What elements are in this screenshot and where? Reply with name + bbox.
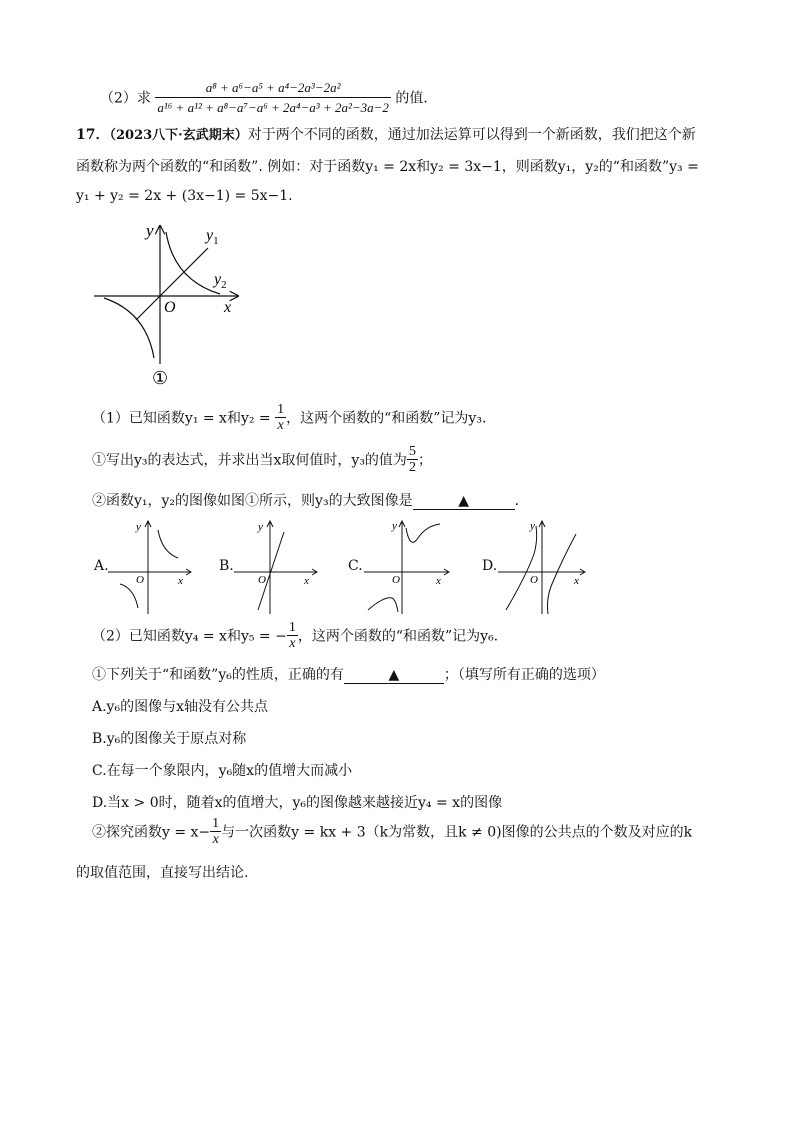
option-a-letter: A. [94, 558, 109, 574]
svg-text:y: y [136, 521, 141, 533]
answer-blank-2[interactable] [344, 667, 444, 684]
sub2-q2-fraction [210, 816, 221, 847]
sub1-q1-num: 5 [408, 444, 416, 459]
option-c-curve-lower [368, 598, 398, 612]
svg-text:O: O [136, 574, 144, 586]
sub2-intro-b: ，这两个函数的“和函数”记为y₆. [297, 628, 499, 645]
svg-text:O: O [392, 574, 400, 586]
option-c-curve-upper [406, 524, 440, 542]
option-d-graph [496, 518, 592, 616]
option-a-curve-lower [120, 584, 138, 608]
svg-text:O: O [258, 574, 266, 586]
fig1-curve2-label: $y_2$ [214, 271, 227, 291]
sub1-q2-end: . [514, 493, 520, 509]
sub2-option-c: C.在每一个象限内，y₆随x的值增大而减小 [92, 763, 353, 779]
sub1-frac-den: x [277, 418, 284, 433]
fig1-origin: O [164, 299, 176, 316]
sub2-q1-end: ；（填写所有正确的选项） [443, 667, 605, 683]
q17-line2: 函数称为两个函数的“和函数”. 例如：对于函数y₁ = 2x和y₂ = 3x−1，则函数y₁，y₂的“和函数”y₃ = [76, 159, 699, 175]
sub1-q1 [92, 444, 432, 480]
svg-text:x: x [574, 575, 579, 587]
fig1-caption: ① [152, 368, 169, 388]
sub2-q2 [92, 816, 692, 852]
sub1-fraction [275, 402, 286, 433]
sub2-frac-num: 1 [288, 620, 296, 635]
blank-triangle-mark: ▲ [388, 667, 400, 683]
sub1-q1-fraction [407, 444, 418, 475]
sub1-q1-b: ； [417, 452, 432, 469]
svg-text:x: x [436, 575, 441, 587]
fig1-curve1-label: $y_1$ [206, 227, 219, 247]
option-d-curve-left [506, 526, 537, 610]
sub1-intro-a: （1）已知函数y₁ = x和y₂ = [92, 410, 276, 427]
sub2-fraction [287, 620, 298, 651]
sub2-q2-a: ②探究函数y = x− [92, 824, 211, 841]
sub1-q1-a: ①写出y₃的表达式，并求出当x取何值时，y₃的值为 [92, 452, 407, 469]
svg-text:y: y [258, 521, 263, 533]
svg-text:x: x [178, 575, 183, 587]
svg-text:y: y [530, 520, 535, 532]
part2-suffix: 的值． [395, 90, 438, 107]
figure-1-graph [90, 218, 250, 390]
q17-text-line1: 对于两个不同的函数，通过加法运算可以得到一个新函数，我们把这个新 [247, 127, 696, 143]
q17-line3: y₁ + y₂ = 2x + (3x−1) = 5x−1. [76, 188, 293, 204]
blank-triangle-mark: ▲ [458, 493, 469, 509]
option-d-letter: D. [482, 558, 498, 574]
sub2-option-b: B.y₆的图像关于原点对称 [92, 731, 247, 747]
option-a-graph [106, 518, 196, 616]
option-b-letter: B. [219, 558, 234, 574]
part2-label: （2）求 [100, 90, 151, 107]
sub2-q2-num: 1 [212, 816, 220, 831]
sub2-option-a: A.y₆的图像与x轴没有公共点 [92, 699, 268, 715]
sub2-q2-b: 与一次函数y = kx + 3（k为常数，且k ≠ 0)图像的公共点的个数及对应的k [221, 824, 693, 841]
sub2-option-d: D.当x > 0时，随着x的值增大，y₆的图像越来越接近y₄ = x的图像 [92, 795, 503, 811]
sub2-q1 [92, 664, 605, 684]
sub2-intro [92, 620, 498, 656]
q17-number: 17． [76, 127, 110, 143]
sub1-intro-b: ，这两个函数的“和函数”记为y₃. [286, 410, 487, 427]
svg-text:x: x [304, 575, 309, 587]
sub1-q2-text: ②函数y₁，y₂的图像如图①所示，则y₃的大致图像是 [92, 493, 413, 509]
sub1-q1-den: 2 [408, 460, 416, 475]
fig1-x-label: x [224, 299, 232, 316]
option-a-curve-upper [158, 530, 178, 558]
q17-line1 [76, 124, 696, 144]
sub2-frac-den: x [289, 636, 296, 651]
option-b-line [258, 532, 284, 610]
option-b-graph [232, 518, 322, 616]
part2-question [100, 80, 437, 120]
option-d-curve-right [548, 534, 577, 614]
part2-denominator: a¹⁶ + a¹² + a⁸−a⁷−a⁶ + 2a⁴−a³ + 2a²−3a−2 [157, 100, 389, 115]
sub2-intro-a: （2）已知函数y₄ = x和y₅ = − [92, 628, 287, 645]
sub1-intro [92, 402, 486, 438]
curve-y1-negative [104, 298, 154, 358]
svg-text:y: y [392, 520, 397, 532]
sub1-q2 [92, 490, 519, 510]
option-c-graph [362, 518, 456, 616]
sub2-q2-line2: 的取值范围，直接写出结论. [76, 865, 249, 881]
answer-blank-1[interactable] [413, 493, 515, 510]
q17-source: （2023八下·玄武期末） [109, 128, 248, 143]
sub1-frac-num: 1 [277, 402, 285, 417]
part2-fraction [155, 80, 391, 115]
option-c-letter: C. [348, 558, 363, 574]
sub2-q2-den: x [212, 832, 219, 847]
sub2-q1-text: ①下列关于“和函数”y₆的性质，正确的有 [92, 667, 344, 683]
part2-numerator: a⁸ + a⁶−a⁵ + a⁴−2a³−2a² [155, 80, 391, 98]
fig1-y-label: y [146, 221, 154, 240]
svg-text:O: O [530, 574, 538, 586]
